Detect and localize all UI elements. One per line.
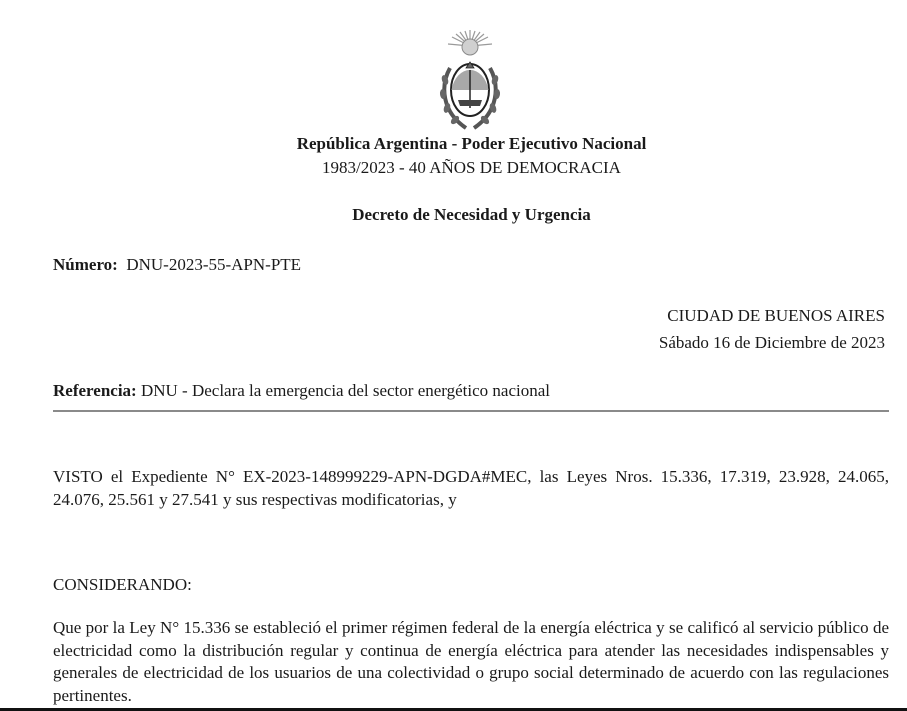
issuer-title: República Argentina - Poder Ejecutivo Nacional	[296, 134, 647, 153]
considerando-heading: CONSIDERANDO:	[53, 575, 192, 594]
numero-label: Número:	[53, 255, 118, 274]
visto-paragraph: VISTO el Expediente N° EX-2023-148999229-APN-DGDA#MEC, las Leyes Nros. 15.336, 17.319, 23.928, 24.065, 24.076, 25.561 y 27.541 y sus respectivas modificatorias, y	[53, 467, 889, 509]
numero-row	[53, 254, 301, 276]
header-divider	[53, 410, 889, 412]
referencia-row	[53, 380, 550, 402]
coat-of-arms-emblem	[436, 28, 504, 134]
year-slogan: 1983/2023 - 40 AÑOS DE DEMOCRACIA	[322, 158, 621, 177]
numero-value: DNU-2023-55-APN-PTE	[126, 255, 302, 274]
referencia-value: DNU - Declara la emergencia del sector energético nacional	[140, 381, 551, 400]
document-date: Sábado 16 de Diciembre de 2023	[658, 333, 885, 352]
document-type-heading: Decreto de Necesidad y Urgencia	[352, 205, 591, 224]
considerando-paragraph-1: Que por la Ley N° 15.336 se estableció el primer régimen federal de la energía eléctrica y se calificó al servicio público de electricidad como la distribución regular y continua de energía eléctrica para atender las necesidades indispensables y generales de electricidad de los usuarios de una colectividad o grupo social determinado de acuerdo con las regulaciones pertinentes.	[53, 618, 889, 705]
city-name: CIUDAD DE BUENOS AIRES	[667, 306, 885, 325]
referencia-label: Referencia:	[53, 381, 137, 400]
